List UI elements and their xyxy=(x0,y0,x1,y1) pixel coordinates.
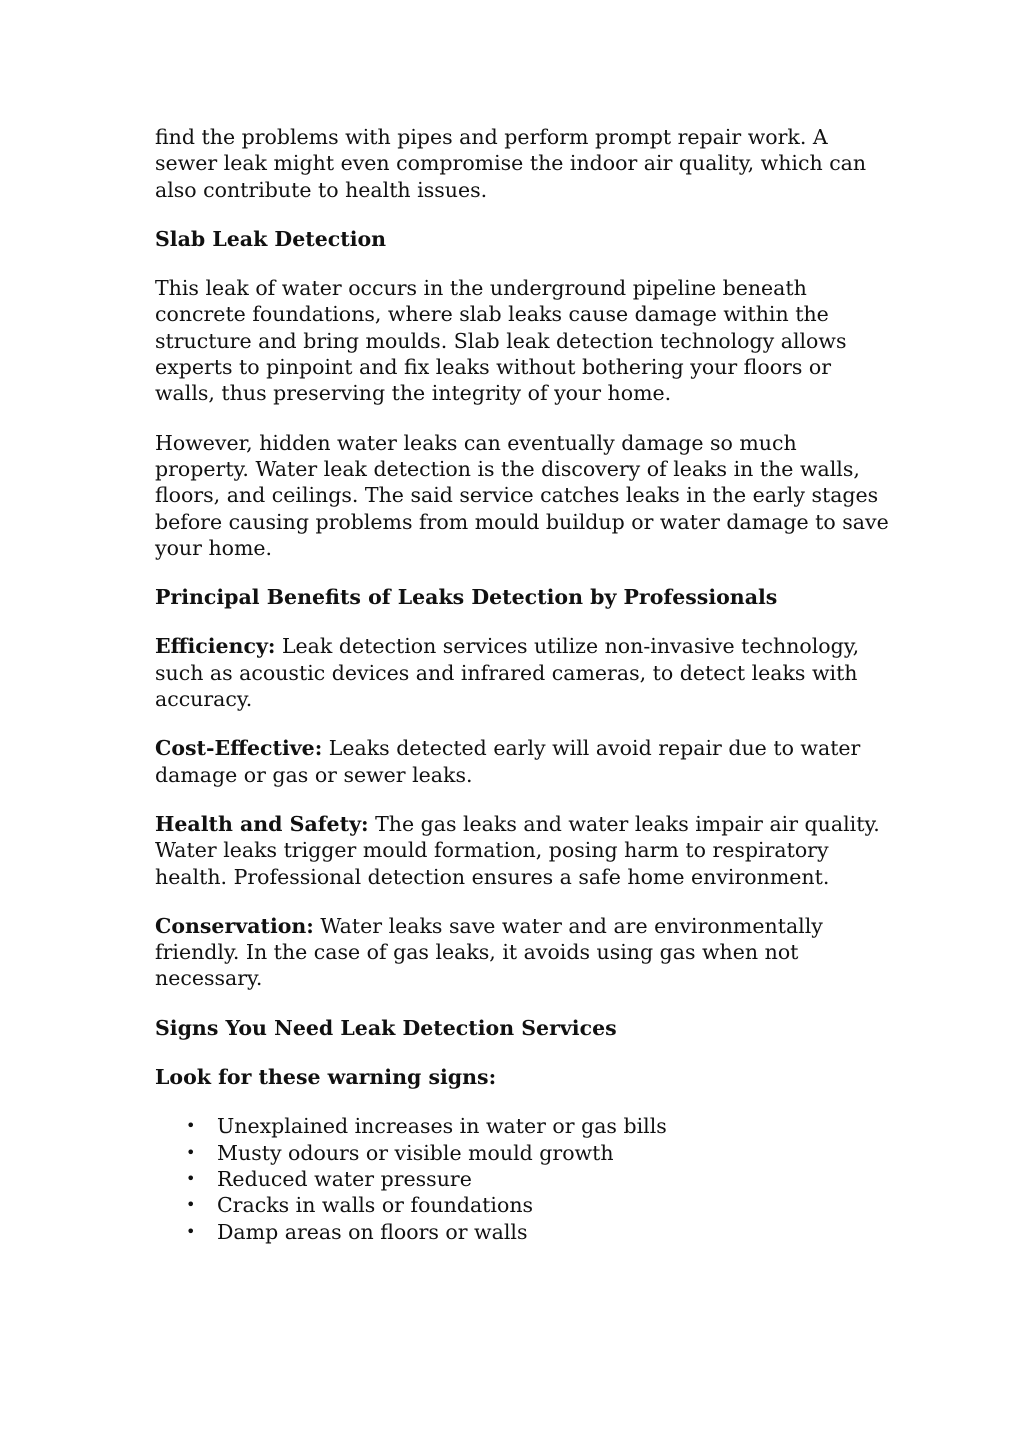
bullet-icon: • xyxy=(186,1195,196,1215)
slab-leak-paragraph-1: This leak of water occurs in the underground pipeline beneath concrete foundations, where slab leaks cause damage within the structure and bring moulds. Slab leak detection technology allows experts to pinpoint and fix leaks without bothering your floors or walls, thus preserving the integrity of your home. xyxy=(155,276,847,406)
benefit-text: Leak detection services utilize non-invasive technology, such as acoustic devices and infrared cameras, to detect leaks with accuracy. xyxy=(155,634,860,712)
benefit-term: Health and Safety: xyxy=(155,811,369,836)
signs-heading: Signs You Need Leak Detection Services xyxy=(155,1015,617,1040)
list-item-text: Reduced water pressure xyxy=(217,1166,472,1191)
bullet-icon: • xyxy=(186,1116,196,1136)
benefit-conservation xyxy=(155,913,895,992)
list-item xyxy=(186,1113,895,1139)
bullet-icon: • xyxy=(186,1168,196,1188)
benefit-text: The gas leaks and water leaks impair air quality. Water leaks trigger mould formation, posing harm to respiratory health. Professional detection ensures a safe home environment. xyxy=(155,811,880,889)
benefit-term: Conservation: xyxy=(155,913,314,938)
bullet-icon: • xyxy=(186,1142,196,1162)
list-item xyxy=(186,1192,895,1218)
slab-leak-heading: Slab Leak Detection xyxy=(155,226,387,251)
benefit-text: Leaks detected early will avoid repair due to water damage or gas or sewer leaks. xyxy=(155,736,861,787)
bullet-icon: • xyxy=(186,1221,196,1241)
benefit-text: Water leaks save water and are environmentally friendly. In the case of gas leaks, it avoids using gas when not necessary. xyxy=(155,913,823,991)
benefit-term: Cost-Effective: xyxy=(155,736,323,761)
benefit-health-safety xyxy=(155,811,895,890)
list-item-text: Cracks in walls or foundations xyxy=(217,1193,534,1218)
benefits-heading: Principal Benefits of Leaks Detection by Professionals xyxy=(155,585,778,610)
benefit-cost-effective xyxy=(155,735,895,788)
benefit-efficiency xyxy=(155,633,895,712)
list-item xyxy=(186,1219,895,1245)
slab-leak-paragraph-2: However, hidden water leaks can eventually damage so much property. Water leak detection is the discovery of leaks in the walls, floors, and ceilings. The said service catches leaks in the early stages before causing problems from mould buildup or water damage to save your home. xyxy=(155,430,889,560)
list-item-text: Unexplained increases in water or gas bills xyxy=(217,1114,667,1139)
document-page xyxy=(155,124,895,1245)
list-item-text: Musty odours or visible mould growth xyxy=(217,1140,614,1165)
intro-paragraph: find the problems with pipes and perform prompt repair work. A sewer leak might even compromise the indoor air quality, which can also contribute to health issues. xyxy=(155,125,867,202)
signs-subheading: Look for these warning signs: xyxy=(155,1065,497,1090)
warning-signs-list xyxy=(155,1113,895,1244)
benefit-term: Efficiency: xyxy=(155,634,276,659)
list-item xyxy=(186,1166,895,1192)
list-item xyxy=(186,1140,895,1166)
list-item-text: Damp areas on floors or walls xyxy=(217,1219,528,1244)
